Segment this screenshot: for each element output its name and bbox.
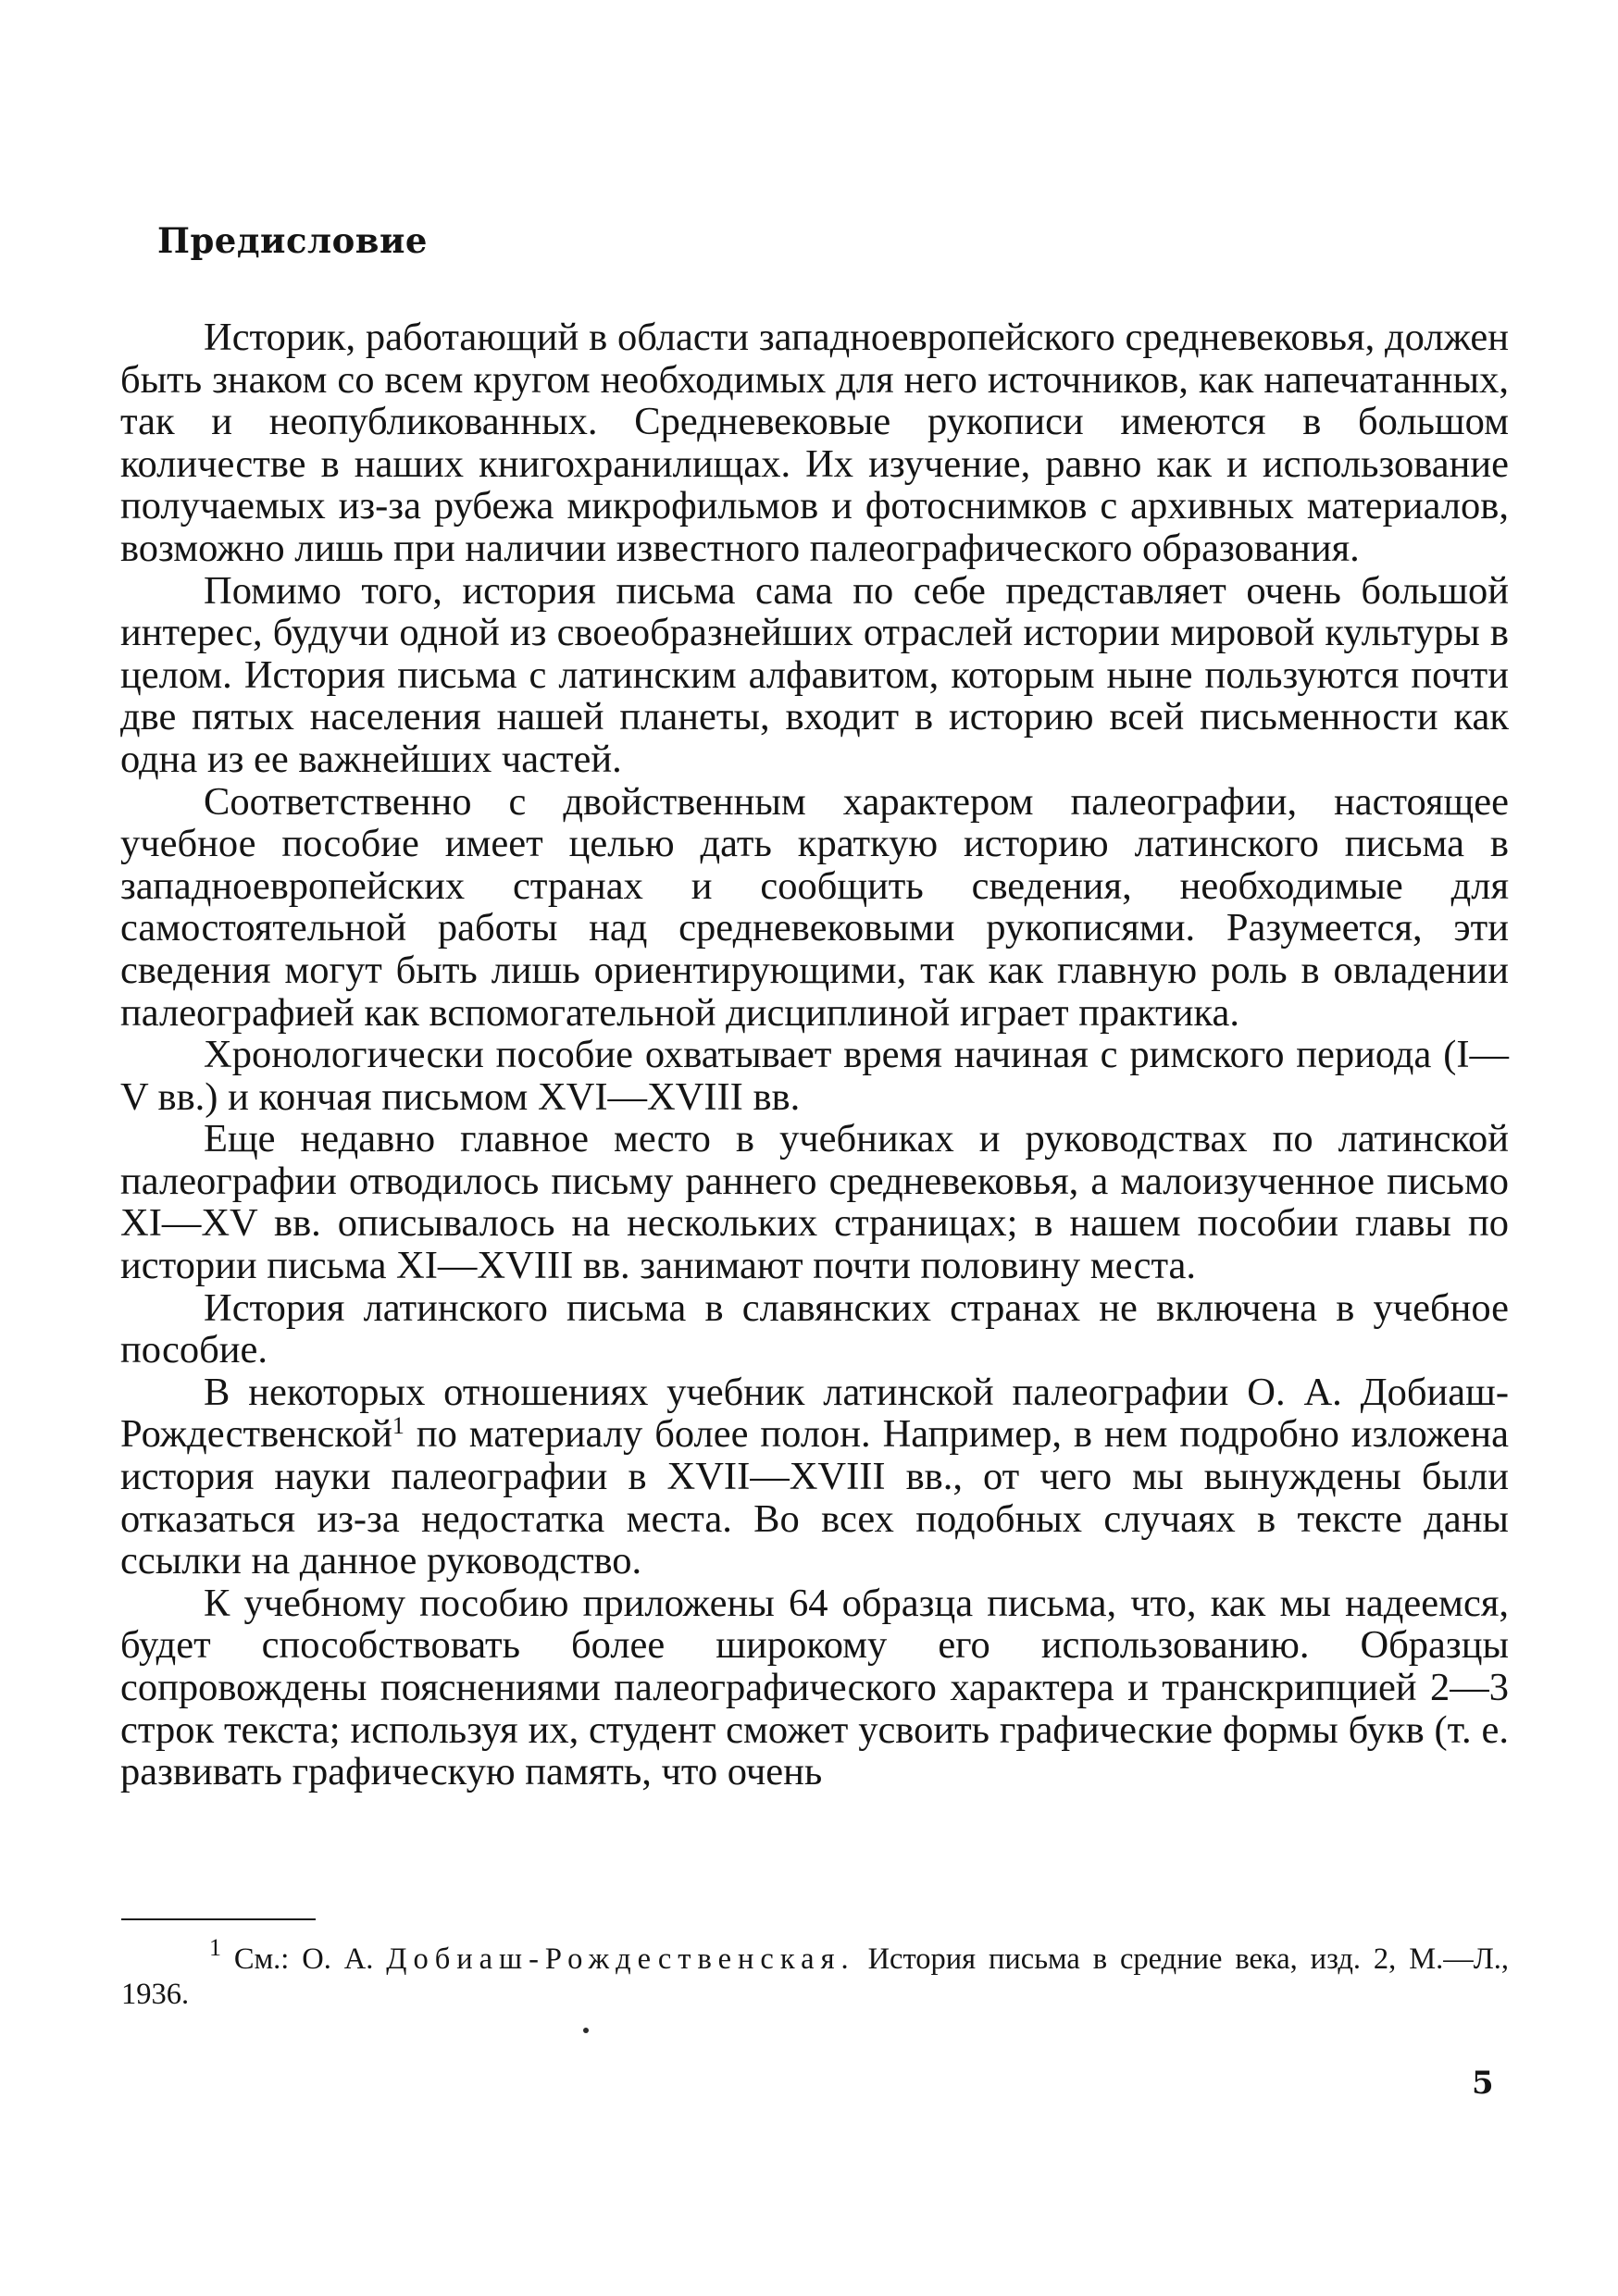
paragraph-text: В некоторых отношениях учебник латинской палеографии О. А. Добиаш-Рождественской [120, 1370, 1509, 1457]
paragraph: Помимо того, история письма сама по себе представляет очень большой интерес, будучи одной из своеобразнейших отраслей истории мировой культуры в целом. История письма с латинским алфавитом, которым ныне пользуются почти две пятых населения нашей планеты, входит в историю всей письменности как одна из ее важнейших частей. [120, 568, 1509, 781]
paragraph: Хронологически пособие охватывает время начиная с римского периода (I—V вв.) и кончая письмом XVI—XVIII вв. [120, 1033, 1509, 1119]
paragraph: История латинского письма в славянских странах не включена в учебное пособие. [120, 1285, 1509, 1372]
footnote [121, 1934, 1510, 2012]
paragraph: К учебному пособию приложены 64 образца письма, что, как мы надеемся, будет способствовать более широкому его использованию. Образцы сопровождены пояснениями палеографического характера и транскрипцией 2—3 строк текста; используя их, студент сможет усвоить графические формы букв (т. е. развивать графическую память, что очень [120, 1581, 1509, 1794]
print-speck [583, 2028, 589, 2033]
paragraph: Соответственно с двойственным характером палеографии, настоящее учебное пособие имеет целью дать краткую историю латинского письма в западноевропейских странах и сообщить сведения, необходимые для самостоятельной работы над средневековыми рукописями. Разумеется, эти сведения могут быть лишь ориентирующими, так как главную роль в овладении палеографией как вспомогательной дисциплиной играет практика. [120, 779, 1509, 1035]
footnote-citation: История письма в средние века, изд. 2, М.—Л., 1936. [121, 1942, 1510, 2011]
footnote-lead: См.: О. А. [233, 1942, 374, 1976]
page-title: Предисловие [157, 220, 428, 261]
footnote-marker: 1 [209, 1934, 221, 1961]
paragraph-text: по материалу более полон. Например, в нем подробно изложена история науки палеографии в XVII—XVIII вв., от чего мы вынуждены были отказаться из-за недостатка места. Во всех подобных случаях в тексте даны ссылки на данное руководство. [120, 1412, 1509, 1583]
footnote-author: Добиаш-Рождественская. [386, 1942, 855, 1976]
footnote-divider [121, 1918, 316, 1920]
paragraph: Еще недавно главное место в учебниках и руководствах по латинской палеографии отводилось письму раннего средневековья, а малоизученное письмо XI—XV вв. описывалось на нескольких страницах; в нашем пособии главы по истории письма XI—XVIII вв. занимают почти половину места. [120, 1117, 1509, 1288]
body-text [120, 316, 1509, 1793]
paragraph-with-footnote [120, 1371, 1509, 1582]
page-number: 5 [1472, 2065, 1494, 2102]
footnote-reference: 1 [392, 1412, 404, 1440]
paragraph: Историк, работающий в области западноевропейского средневековья, должен быть знаком со всем кругом необходимых для него источников, как напечатанных, так и неопубликованных. Средневековые рукописи имеются в большом количестве в наших книгохранилищах. Их изучение, равно как и использование получаемых из-за рубежа микрофильмов и фотоснимков с архивных материалов, возможно лишь при наличии известного палеографического образования. [120, 316, 1509, 570]
